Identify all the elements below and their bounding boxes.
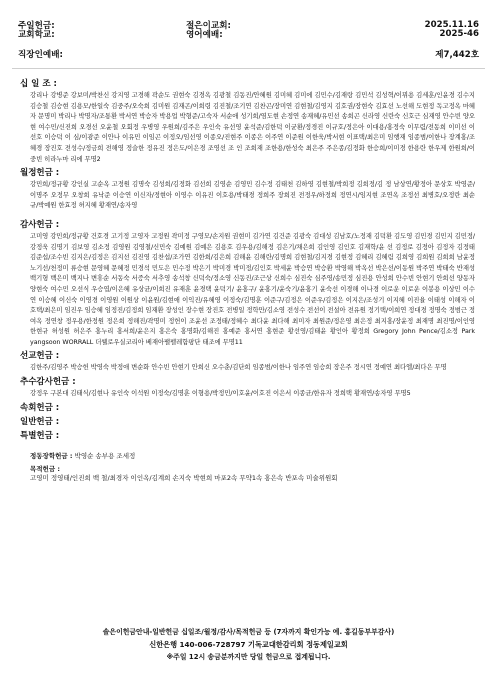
special-names: 박영순 송부용 조세정 — [74, 451, 136, 460]
section-title: 선교헌금 : — [20, 351, 60, 362]
section-title: 십 일 조 : — [20, 79, 57, 89]
special-scholarship — [30, 443, 475, 462]
special-purpose — [30, 464, 475, 484]
section-class — [20, 401, 475, 413]
special-label: 목적헌금 : — [30, 464, 60, 473]
offering-sections — [0, 77, 497, 484]
section-title: 속회헌금 : — [20, 402, 60, 413]
special-label: 정동장학헌금 : — [30, 451, 73, 460]
footer-line-guide: 솔은이헌금안내-일반헌금 십일조/월정/감사/목적헌금 등 (7자까지 확인가능 예. 홍길동부부감사) — [102, 628, 395, 636]
header-row-3 — [0, 44, 497, 64]
section-names: 강민희/정규황 강인실 고순옥 고정원 김명숙 김성희/김정화 김선희 김영순 김영민 김수정 김태천 김하영 김현철/박희정 김희정/김 정 남상연/황정아 문상호 박영준/이명주 오정무 오창희 유낙준 이승연 이신자/정현아 이영수 이유진 이호용/박태경 정희주 장희진 전정우/하정희 정연시/임지현 조연옥 조정선 최병호/오정란 최순규/박예원 한효정 허지혜 황재연/송자영 — [30, 181, 475, 210]
section-names: 고미영 강민희/정규황 건호경 고기정 고영자 고정원 곽미정 구영모/손지원 권현미 김가연 김건준 김광숙 김대성 김남호/노정재 김덕환 김도영 김민경 김민지 김민정/강정욱 김명기 김보영 김소정 김영원 김영철/신민숙 김예원 김예은 김용호 김우용/김해정 김은기/채은희 김인영 김인호 김재학/윤 선 김정로 김정아 김정자 김정태 김준섭/조수빈 김지은/김정은 김지선 김진영 김찬섭/조가연 김한희/김은희 김해윤 김해란/김명희 김현철/김지경 김현정 김혜리 김혜림 김희영 김희원 김희희 남윤정 노기선/천정미 류승현 문영혜 문혜정 민경석 민도은 민수정 박은기 박미경 박미정/김인호 박세윤 박승연 박승환 박영해 박옥선 박은선/이동원 박주연 박태숙 반재성 백기형 백은미 백지나 변휴순 서동숙 서증숙 서추영 송석창 신덕숙/정소영 신동진/조근상 신희수 심진숙 심주영/송민정 심진용 안성희 안수빈 안현기 안희선 양동자 양현숙 여수민 오선식 우승엽/이은혜 유상균/이희진 유재훈 윤경택 윤덕기/ 윤홍구/ 윤홍기/윤숙기/윤홍기 윤숙선 이경해 이나경 이로운 이로운 이봉용 이상민 이수연 이승혜 이신숙 이영경 이영원 이원상 이윤원/김현애 이익진/유혜영 이정숙/김명훈 이준구/김정은 이준우/김정은 이지은/조성기 이지혜 이진율 이태성 이해자 이호택/최은미 임진우 임승혜 임정진/김정희 임재환 장성인 장수현 장진호 전병일 정학만/김소영 전성수 전선이 전설아 전유원 정기택/이희연 정대경 정명숙 정범근 정여옥 정연창 정우용/한정원 정은희 정해진/곽명미 정헌이 조윤선 조정태/정혜수 최다윤 최다해 최미자 최원준/정은영 최은정 최지홍/장윤정 최재명 최진명/이인영 한현규 허성원 허은주 홍누리 홍서희/윤은지 홍은숙 홍명화/김해진 홍예준 홍서연 홍현준 황선영/김태윤 황인아 황정희 Gregory John Pence/김소정 Park yangsoon WORRALL 더웰로우실코리아 베재아팰펠레함팡단 태조에 무명11 — [30, 232, 475, 346]
section-title: 특별헌금 : — [20, 430, 60, 441]
section-title: 추수감사헌금 : — [20, 377, 76, 388]
section-tithe — [20, 77, 475, 165]
special-names: 고영미 정영태/인진희 백 철/최경자 이인옥/김계희 손지숙 박현희 마포2속 무약1속 홍은속 반포속 미술위원회 — [30, 473, 338, 482]
section-title: 일반헌금 : — [20, 416, 60, 427]
section-harvest — [20, 375, 475, 400]
header-issue: 2025-46 — [439, 29, 479, 39]
section-names: 김한주/김영주 박승헌 박영숙 박정애 변순화 안수빈 안현기 안희신 오수춘/김단희 임종범/이한나 임주연 임승희 장은주 정시연 정예연 최다엘/최다은 무명 — [30, 364, 447, 372]
section-mission — [20, 349, 475, 374]
footer-line-deadline: ※주일 12시 송금분까지만 당일 헌금으로 접계됩니다. — [166, 653, 331, 661]
section-thanks — [20, 218, 475, 349]
header-date: 2025.11.16 — [424, 20, 479, 30]
footer-line-bank: 신한은행 140-006-728797 기독교대한감리회 정동제일교회 — [149, 639, 348, 649]
section-title: 월정헌금 : — [20, 168, 60, 179]
section-special — [20, 429, 475, 441]
section-names: 강정우 구본대 김태식/김현나 유인숙 이석원 이정숙/김명훈 이형용/박정민/이호윤/이호진 이은서 이종균/한유자 정희택 황재연/송자영 무명5 — [30, 390, 411, 398]
header-number: 제7,442호 — [435, 50, 479, 60]
section-general — [20, 415, 475, 427]
header-label-english: 영어예배: — [186, 30, 223, 40]
header-label-sunday: 주일헌금: — [18, 21, 55, 31]
header-divider — [12, 68, 485, 69]
section-title: 감사헌금 : — [20, 219, 60, 230]
section-monthly — [20, 166, 475, 212]
header-label-school: 교회학교: — [18, 30, 55, 40]
section-names: 강리나 강병준 강보미/박찬신 강지영 고경해 곽순도 권현숙 김경옥 김광철 김동진/안혜원 김미혜 김미에 김민수/김재랑 김민석 김성혁/이뮈용 김세훈/인윤경 김수지 김승철 김승현 김용모/한일숙 김중주/오숙희 김미원 김재곤/이희령 김진철/조기연 김찬곤/장미연 김현철/김영지 김호권/장현숙 김효선 노선해 도현정 독고정옥 마혜자 문명미 박리나 박명자/조통환 박서연 박승자 박용업 박형준/고숙자 서순애 성기희/염도현 손정연 송재혜/유민선 송희곤 신라영 신란숙 신호근 심재영 안수빈 양오현 여수민/신진희 오경선 오윤철 오회정 우병영 우원희/김주은 우인숙 유선영 윤석준/김한덕 이균환/정경진 이규호/정은아 이대용/홍정숙 이무렴/전동희 이미선 이선호 이승덕 이 심/이광준 이안나 이유민 이임곤 이정오/임선영 이종오/진현주 이종은 이주연 이준원 이한욱/박서현 이표택/최은미 임행재 임종범/이한나 장계홍/조혜경 장진호 전성수/정금희 전해영 정슬한 정유진 정은도/이은경 조영선 조 인 조희재 조한용/한성숙 최은주 주은종/김정화 한승희/이미경 한용란 한우제 한원희/이중빈 히라누마 리에 무명2 — [30, 92, 475, 163]
header-label-youth: 절은이교회: — [186, 21, 231, 31]
header-label-workers: 직장인예배: — [18, 50, 63, 60]
footer-notice — [0, 626, 497, 664]
